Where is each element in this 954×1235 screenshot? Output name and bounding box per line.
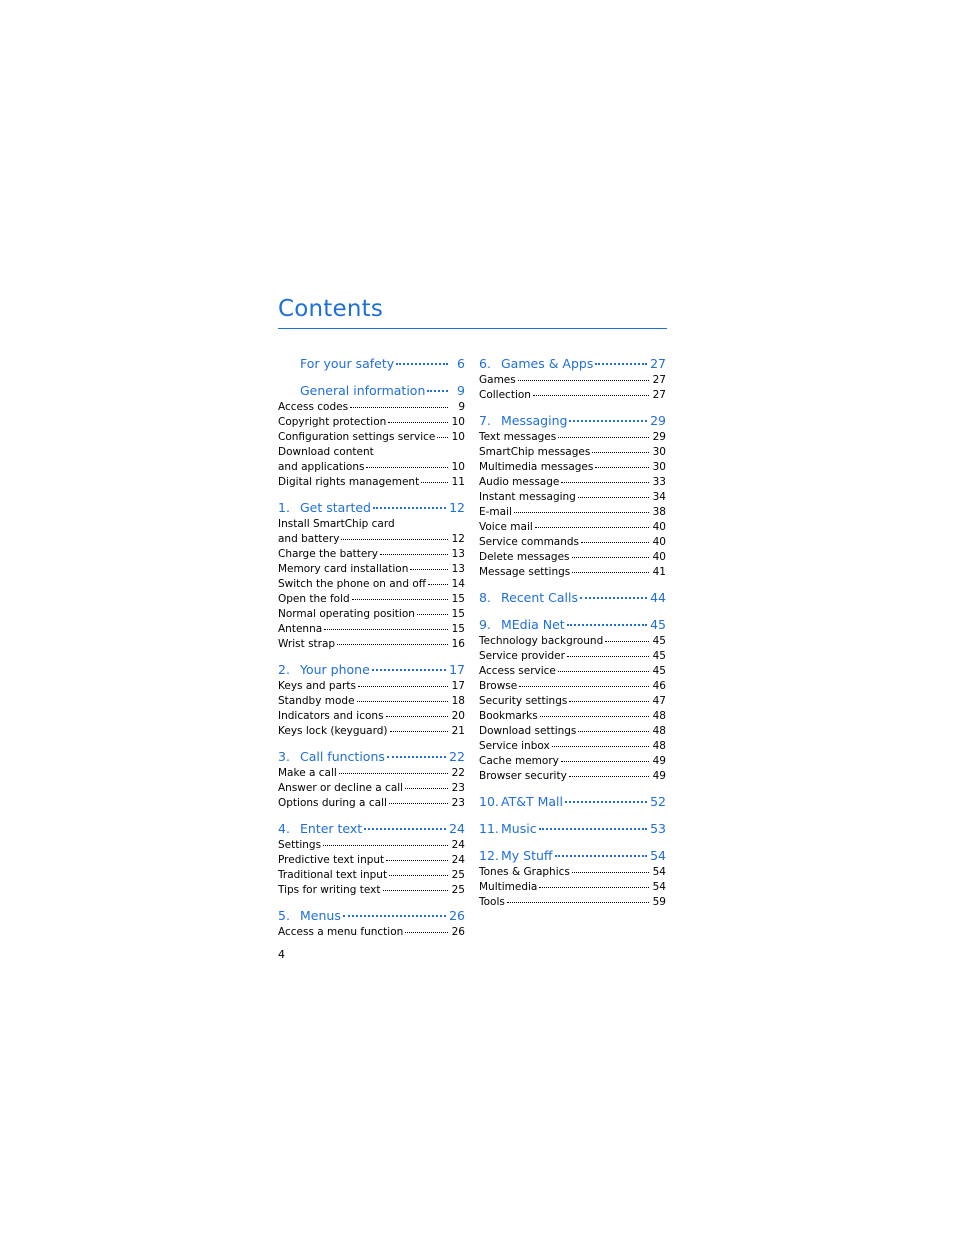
entry-title: SmartChip messages xyxy=(479,446,591,458)
chapter-page-number: 6 xyxy=(457,356,465,371)
entry-title: Instant messaging xyxy=(479,491,576,503)
entry-page-number: 26 xyxy=(451,926,465,938)
entry-title: Tones & Graphics xyxy=(479,866,570,878)
entry-page-number: 15 xyxy=(451,608,465,620)
dot-leader xyxy=(405,788,448,789)
dot-leader xyxy=(350,407,448,408)
chapter-page-number: 27 xyxy=(650,356,666,371)
chapter-title: Get started xyxy=(300,500,371,515)
toc-section xyxy=(479,819,666,838)
entry-page-number: 17 xyxy=(451,680,465,692)
entry-title: Digital rights management xyxy=(278,476,420,488)
entry-page-number: 10 xyxy=(451,416,465,428)
dot-leader xyxy=(405,932,448,933)
toc-entry-link[interactable] xyxy=(479,754,666,769)
toc-entry-link[interactable] xyxy=(278,430,465,445)
entry-page-number: 25 xyxy=(451,884,465,896)
dot-leader xyxy=(565,801,647,803)
entry-page-number: 59 xyxy=(652,896,666,908)
entry-page-number: 10 xyxy=(451,461,465,473)
dot-leader xyxy=(552,746,649,747)
toc-chapter-link[interactable] xyxy=(278,819,465,838)
dot-leader xyxy=(567,624,647,626)
dot-leader xyxy=(569,776,649,777)
entry-title: Multimedia xyxy=(479,881,538,893)
entry-title: Cache memory xyxy=(479,755,559,767)
entry-title: Service inbox xyxy=(479,740,550,752)
chapter-number: 2. xyxy=(278,662,290,677)
toc-section xyxy=(278,354,465,373)
entry-page-number: 45 xyxy=(652,665,666,677)
toc-entry-link[interactable] xyxy=(479,694,666,709)
entry-title: Bookmarks xyxy=(479,710,538,722)
toc-entry-link[interactable] xyxy=(479,430,666,445)
dot-leader xyxy=(343,915,446,917)
toc-entry-link[interactable] xyxy=(479,520,666,535)
dot-leader xyxy=(569,420,647,422)
entry-title: Wrist strap xyxy=(278,638,336,650)
entry-title: Keys lock (keyguard) xyxy=(278,725,388,737)
entry-page-number: 9 xyxy=(458,401,465,413)
toc-section xyxy=(479,792,666,811)
dot-leader xyxy=(387,756,446,758)
chapter-page-number: 52 xyxy=(650,794,666,809)
chapter-number: 8. xyxy=(479,590,491,605)
entry-page-number: 24 xyxy=(451,854,465,866)
entry-page-number: 11 xyxy=(451,476,465,488)
chapter-number: 4. xyxy=(278,821,290,836)
chapter-number: 3. xyxy=(278,749,290,764)
toc-entry-link[interactable] xyxy=(278,622,465,637)
page-title: Contents xyxy=(278,296,384,322)
dot-leader xyxy=(428,584,448,585)
toc-entry-link[interactable] xyxy=(278,709,465,724)
toc-section xyxy=(278,906,465,940)
entry-page-number: 14 xyxy=(451,578,465,590)
chapter-page-number: 54 xyxy=(650,848,666,863)
entry-title: Traditional text input xyxy=(278,869,388,881)
entry-title: Make a call xyxy=(278,767,337,779)
toc-chapter-link[interactable] xyxy=(479,615,666,634)
toc-chapter-link[interactable] xyxy=(278,747,465,766)
chapter-title: Games & Apps xyxy=(501,356,594,371)
toc-entry-link[interactable] xyxy=(278,547,465,562)
toc-chapter-link[interactable] xyxy=(479,846,666,865)
entry-title: Answer or decline a call xyxy=(278,782,404,794)
entry-page-number: 54 xyxy=(652,881,666,893)
toc-entry-link[interactable] xyxy=(479,445,666,460)
dot-leader xyxy=(366,467,448,468)
toc-entry-link[interactable] xyxy=(278,868,465,883)
dot-leader xyxy=(386,860,448,861)
entry-title: Security settings xyxy=(479,695,568,707)
chapter-page-number: 17 xyxy=(449,662,465,677)
dot-leader xyxy=(437,437,448,438)
dot-leader xyxy=(595,363,647,365)
chapter-page-number: 24 xyxy=(449,821,465,836)
chapter-title: AT&T Mall xyxy=(501,794,563,809)
toc-entry-link[interactable] xyxy=(278,517,465,532)
chapter-number: 11. xyxy=(479,821,499,836)
toc-entry-link[interactable] xyxy=(479,535,666,550)
entry-title: Browser security xyxy=(479,770,567,782)
dot-leader xyxy=(388,422,448,423)
entry-page-number: 27 xyxy=(652,389,666,401)
dot-leader xyxy=(518,380,649,381)
toc-entry-link[interactable] xyxy=(278,883,465,898)
entry-page-number: 49 xyxy=(652,755,666,767)
dot-leader xyxy=(535,527,649,528)
toc-entry-link[interactable] xyxy=(479,895,666,910)
toc-chapter-link[interactable] xyxy=(278,498,465,517)
dot-leader xyxy=(341,539,448,540)
entry-page-number: 13 xyxy=(451,563,465,575)
entry-page-number: 40 xyxy=(652,536,666,548)
dot-leader xyxy=(572,572,649,573)
chapter-page-number: 26 xyxy=(449,908,465,923)
toc-entry-link[interactable] xyxy=(479,634,666,649)
chapter-number: 6. xyxy=(479,356,491,371)
chapter-title: Music xyxy=(501,821,537,836)
toc-entry-link[interactable] xyxy=(278,724,465,739)
toc-entry-link[interactable] xyxy=(278,781,465,796)
chapter-title: Menus xyxy=(300,908,341,923)
toc-chapter-link[interactable] xyxy=(278,381,465,400)
dot-leader xyxy=(380,554,448,555)
entry-title: Access a menu function xyxy=(278,926,404,938)
entry-title: Technology background xyxy=(479,635,604,647)
chapter-title: For your safety xyxy=(300,356,395,371)
entry-page-number: 27 xyxy=(652,374,666,386)
dot-leader xyxy=(555,855,648,857)
toc-chapter-link[interactable] xyxy=(278,906,465,925)
toc-entry-link[interactable] xyxy=(278,400,465,415)
entry-page-number: 15 xyxy=(451,623,465,635)
entry-title: Access service xyxy=(479,665,556,677)
dot-leader xyxy=(567,656,649,657)
dot-leader xyxy=(373,507,446,509)
chapter-page-number: 53 xyxy=(650,821,666,836)
dot-leader xyxy=(324,629,448,630)
entry-title: Open the fold xyxy=(278,593,350,605)
entry-title: Settings xyxy=(278,839,322,851)
toc-section xyxy=(278,498,465,652)
entry-page-number: 48 xyxy=(652,710,666,722)
entry-title: E-mail xyxy=(479,506,512,518)
entry-page-number: 15 xyxy=(451,593,465,605)
toc-section xyxy=(479,411,666,580)
toc-entry-link[interactable] xyxy=(479,769,666,784)
entry-title: Message settings xyxy=(479,566,571,578)
toc-entry-link[interactable] xyxy=(479,880,666,895)
dot-leader xyxy=(389,803,448,804)
dot-leader xyxy=(337,644,448,645)
dot-leader xyxy=(364,828,446,830)
entry-title: Service provider xyxy=(479,650,565,662)
entry-page-number: 48 xyxy=(652,740,666,752)
dot-leader xyxy=(558,671,649,672)
toc-chapter-link[interactable] xyxy=(479,819,666,838)
chapter-title: Enter text xyxy=(300,821,363,836)
chapter-title: Messaging xyxy=(501,413,568,428)
entry-page-number: 20 xyxy=(451,710,465,722)
toc-section xyxy=(278,819,465,898)
chapter-page-number: 29 xyxy=(650,413,666,428)
dot-leader xyxy=(558,437,649,438)
toc-entry-link[interactable] xyxy=(479,550,666,565)
chapter-title: MEdia Net xyxy=(501,617,565,632)
entry-page-number: 34 xyxy=(652,491,666,503)
dot-leader xyxy=(421,482,448,483)
entry-title: Voice mail xyxy=(479,521,533,533)
entry-title: Configuration settings service xyxy=(278,431,436,443)
entry-title: Access codes xyxy=(278,401,349,413)
dot-leader xyxy=(507,902,649,903)
toc-entry-link[interactable] xyxy=(278,838,465,853)
entry-page-number: 38 xyxy=(652,506,666,518)
toc-section xyxy=(479,354,666,403)
chapter-page-number: 45 xyxy=(650,617,666,632)
dot-leader xyxy=(389,875,448,876)
dot-leader xyxy=(396,363,448,365)
dot-leader xyxy=(578,497,649,498)
chapter-number: 10. xyxy=(479,794,499,809)
dot-leader xyxy=(386,716,448,717)
entry-title: Service commands xyxy=(479,536,580,548)
dot-leader xyxy=(561,482,649,483)
toc-chapter-link[interactable] xyxy=(278,354,465,373)
entry-page-number: 23 xyxy=(451,797,465,809)
toc-entry-link[interactable] xyxy=(278,415,465,430)
chapter-title: Recent Calls xyxy=(501,590,579,605)
chapter-page-number: 22 xyxy=(449,749,465,764)
chapter-number: 5. xyxy=(278,908,290,923)
toc-entry-link[interactable] xyxy=(278,577,465,592)
entry-title: Text messages xyxy=(479,431,557,443)
toc-left-column xyxy=(278,354,465,948)
toc-section xyxy=(479,588,666,607)
dot-leader xyxy=(581,542,649,543)
entry-page-number: 47 xyxy=(652,695,666,707)
dot-leader xyxy=(427,390,448,392)
toc-section xyxy=(278,660,465,739)
toc-chapter-link[interactable] xyxy=(479,588,666,607)
page-number: 4 xyxy=(278,948,285,961)
toc-chapter-link[interactable] xyxy=(479,411,666,430)
chapter-page-number: 44 xyxy=(650,590,666,605)
entry-title: Audio message xyxy=(479,476,560,488)
toc-chapter-link[interactable] xyxy=(479,354,666,373)
toc-entry-link[interactable] xyxy=(479,388,666,403)
entry-page-number: 40 xyxy=(652,551,666,563)
entry-page-number: 40 xyxy=(652,521,666,533)
toc-entry-link[interactable] xyxy=(479,709,666,724)
toc-right-column xyxy=(479,354,666,918)
entry-title: Copyright protection xyxy=(278,416,387,428)
entry-page-number: 54 xyxy=(652,866,666,878)
entry-title: Antenna xyxy=(278,623,323,635)
entry-page-number: 29 xyxy=(652,431,666,443)
entry-page-number: 48 xyxy=(652,725,666,737)
dot-leader xyxy=(572,872,649,873)
chapter-title: General information xyxy=(300,383,426,398)
toc-section xyxy=(479,615,666,784)
dot-leader xyxy=(592,452,649,453)
entry-title: Install SmartChip card xyxy=(278,518,395,530)
toc-entry-link[interactable] xyxy=(479,724,666,739)
toc-entry-link[interactable] xyxy=(479,739,666,754)
dot-leader xyxy=(578,731,649,732)
entry-title: Browse xyxy=(479,680,518,692)
dot-leader xyxy=(569,701,649,702)
toc-entry-link[interactable] xyxy=(479,565,666,580)
dot-leader xyxy=(539,887,649,888)
entry-title: Keys and parts xyxy=(278,680,356,692)
toc-entry-link[interactable] xyxy=(278,925,465,940)
toc-entry-link[interactable] xyxy=(278,607,465,622)
dot-leader xyxy=(383,890,449,891)
dot-leader xyxy=(514,512,649,513)
toc-entry-link[interactable] xyxy=(278,532,465,547)
entry-title: Collection xyxy=(479,389,531,401)
chapter-page-number: 12 xyxy=(449,500,465,515)
dot-leader xyxy=(533,395,649,396)
toc-entry-link[interactable] xyxy=(479,460,666,475)
entry-title: Memory card installation xyxy=(278,563,409,575)
toc-entry-link[interactable] xyxy=(479,373,666,388)
entry-title: Standby mode xyxy=(278,695,355,707)
toc-chapter-link[interactable] xyxy=(278,660,465,679)
toc-entry-link[interactable] xyxy=(479,664,666,679)
toc-entry-link[interactable] xyxy=(479,865,666,880)
entry-title: and applications xyxy=(278,461,365,473)
chapter-number: 12. xyxy=(479,848,499,863)
chapter-number: 1. xyxy=(278,500,290,515)
toc-entry-link[interactable] xyxy=(479,649,666,664)
entry-title: Download content xyxy=(278,446,374,458)
toc-section xyxy=(278,747,465,811)
toc-entry-link[interactable] xyxy=(278,592,465,607)
entry-page-number: 41 xyxy=(652,566,666,578)
dot-leader xyxy=(539,828,648,830)
entry-page-number: 16 xyxy=(451,638,465,650)
dot-leader xyxy=(352,599,448,600)
title-divider xyxy=(278,328,667,329)
dot-leader xyxy=(339,773,448,774)
entry-page-number: 13 xyxy=(451,548,465,560)
toc-entry-link[interactable] xyxy=(278,796,465,811)
toc-entry-link[interactable] xyxy=(278,766,465,781)
entry-title: Games xyxy=(479,374,516,386)
entry-title: Tips for writing text xyxy=(278,884,381,896)
entry-page-number: 23 xyxy=(451,782,465,794)
entry-page-number: 25 xyxy=(451,869,465,881)
dot-leader xyxy=(410,569,448,570)
chapter-title: Your phone xyxy=(300,662,370,677)
dot-leader xyxy=(580,597,647,599)
dot-leader xyxy=(323,845,448,846)
dot-leader xyxy=(357,701,448,702)
dot-leader xyxy=(372,669,446,671)
toc-entry-link[interactable] xyxy=(278,637,465,652)
entry-title: Options during a call xyxy=(278,797,387,809)
entry-page-number: 30 xyxy=(652,446,666,458)
entry-title: Indicators and icons xyxy=(278,710,384,722)
entry-page-number: 30 xyxy=(652,461,666,473)
toc-entry-link[interactable] xyxy=(278,445,465,460)
chapter-page-number: 9 xyxy=(457,383,465,398)
entry-title: Tools xyxy=(479,896,505,908)
entry-title: Switch the phone on and off xyxy=(278,578,426,590)
dot-leader xyxy=(519,686,649,687)
toc-entry-link[interactable] xyxy=(479,505,666,520)
toc-section xyxy=(479,846,666,910)
entry-page-number: 45 xyxy=(652,650,666,662)
chapter-title: My Stuff xyxy=(501,848,553,863)
entry-title: Delete messages xyxy=(479,551,570,563)
toc-entry-link[interactable] xyxy=(278,475,465,490)
toc-entry-link[interactable] xyxy=(479,490,666,505)
toc-chapter-link[interactable] xyxy=(479,792,666,811)
entry-page-number: 49 xyxy=(652,770,666,782)
toc-entry-link[interactable] xyxy=(278,694,465,709)
dot-leader xyxy=(358,686,448,687)
dot-leader xyxy=(595,467,649,468)
entry-title: Predictive text input xyxy=(278,854,385,866)
chapter-number: 9. xyxy=(479,617,491,632)
dot-leader xyxy=(605,641,649,642)
dot-leader xyxy=(390,731,448,732)
chapter-title: Call functions xyxy=(300,749,385,764)
toc-entry-link[interactable] xyxy=(278,460,465,475)
toc-section xyxy=(278,381,465,490)
dot-leader xyxy=(417,614,448,615)
entry-title: Normal operating position xyxy=(278,608,415,620)
dot-leader xyxy=(572,557,650,558)
entry-title: and battery xyxy=(278,533,340,545)
entry-page-number: 33 xyxy=(652,476,666,488)
entry-title: Charge the battery xyxy=(278,548,378,560)
chapter-number: 7. xyxy=(479,413,491,428)
entry-title: Download settings xyxy=(479,725,577,737)
entry-page-number: 18 xyxy=(451,695,465,707)
entry-page-number: 21 xyxy=(451,725,465,737)
toc-entry-link[interactable] xyxy=(278,562,465,577)
dot-leader xyxy=(540,716,649,717)
entry-page-number: 24 xyxy=(451,839,465,851)
toc-entry-link[interactable] xyxy=(479,475,666,490)
toc-entry-link[interactable] xyxy=(479,679,666,694)
entry-page-number: 22 xyxy=(451,767,465,779)
entry-page-number: 12 xyxy=(451,533,465,545)
entry-page-number: 46 xyxy=(652,680,666,692)
entry-page-number: 45 xyxy=(652,635,666,647)
dot-leader xyxy=(561,761,649,762)
entry-page-number: 10 xyxy=(451,431,465,443)
entry-title: Multimedia messages xyxy=(479,461,594,473)
toc-entry-link[interactable] xyxy=(278,853,465,868)
toc-entry-link[interactable] xyxy=(278,679,465,694)
